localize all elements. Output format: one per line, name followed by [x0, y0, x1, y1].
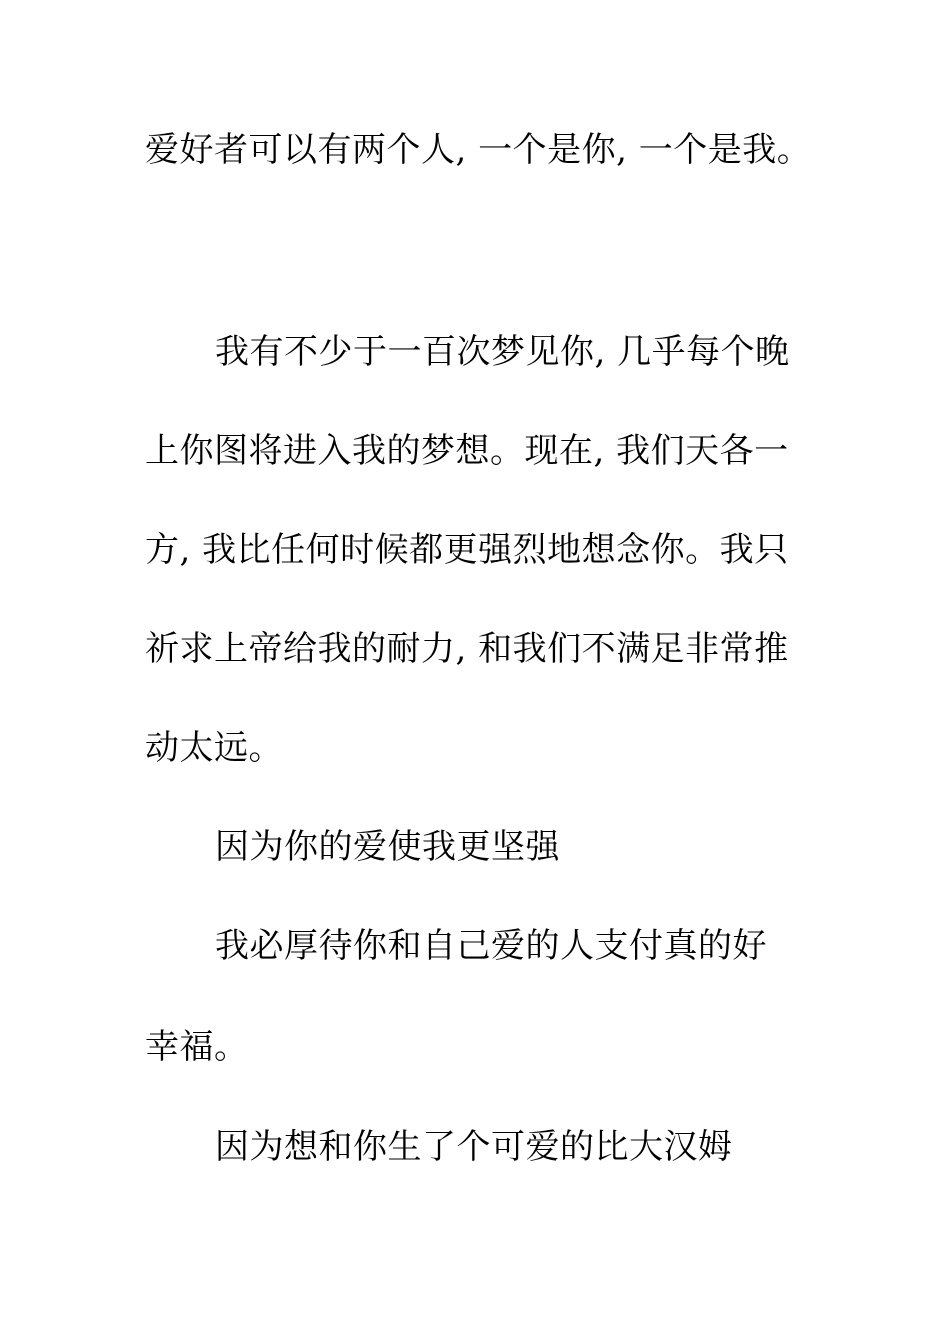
text-line: 动太远。 [145, 728, 283, 768]
text-line: 上你图将进入我的梦想。现在, 我们天各一 [145, 431, 789, 471]
text-line: 爱好者可以有两个人, 一个是你, 一个是我。 [145, 130, 812, 170]
text-line: 幸福。 [145, 1027, 249, 1067]
text-line: 方, 我比任何时候都更强烈地想念你。我只 [145, 530, 789, 570]
paragraph-start-line: 我必厚待你和自己爱的人支付真的好 [215, 926, 767, 966]
text-line: 祈求上帝给我的耐力, 和我们不满足非常推 [145, 629, 789, 669]
paragraph-start-line: 因为想和你生了个可爱的比大汉姆 [215, 1127, 733, 1167]
paragraph-start-line: 我有不少于一百次梦见你, 几乎每个晚 [215, 332, 790, 372]
paragraph-start-line: 因为你的爱使我更坚强 [215, 827, 560, 867]
